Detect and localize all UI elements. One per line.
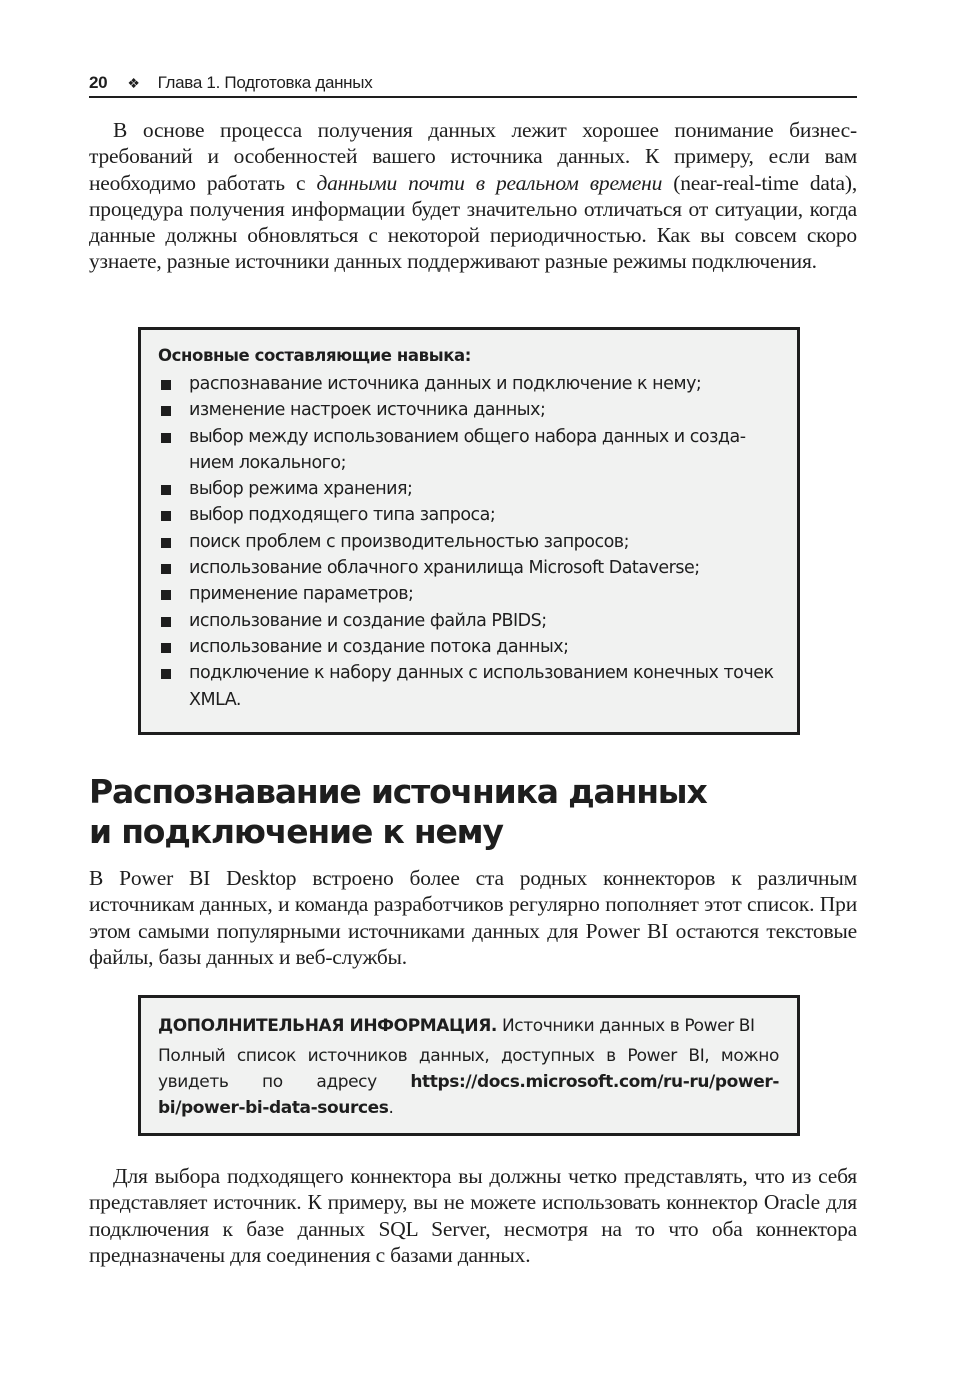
page-number: 20 (89, 73, 108, 92)
list-item: использование облачного хранилища Microsoft Dataverse; (158, 555, 779, 581)
info-box (138, 995, 800, 1136)
square-bullet-icon (161, 380, 171, 390)
square-bullet-icon (161, 406, 171, 416)
list-item: использование и создание потока данных; (158, 634, 779, 660)
list-item: распознавание источника данных и подключение к нему; (158, 371, 779, 397)
skills-box (138, 327, 800, 735)
intro-italic-term: данными почти в реальном времени (316, 170, 663, 195)
list-item: поиск проблем с производительностью запросов; (158, 529, 779, 555)
running-header (89, 70, 857, 98)
list-item: выбор режима хранения; (158, 476, 779, 502)
list-item: использование и создание файла PBIDS; (158, 608, 779, 634)
square-bullet-icon (161, 669, 171, 679)
intro-text-cont: (near-real-time data), процедура получения информации будет значительно отличаться от ситуации, когда данные должны обновляться с некоторой периодичностью. Как вы совсем скоро узнаете, разные источники данных поддерживают разные режимы подключения. (89, 170, 858, 274)
square-bullet-icon (161, 538, 171, 548)
info-box-label: ДОПОЛНИТЕЛЬНАЯ ИНФОРМАЦИЯ. (158, 1016, 497, 1036)
intro-text: В основе процесса получения данных лежит хорошее понимание бизнес-требований и особенностей вашего источника данных. К примеру, если вам необходимо работать с (89, 118, 857, 195)
square-bullet-icon (161, 590, 171, 600)
closing-paragraph: Для выбора подходящего коннектора вы должны четко представлять, что из себя представляет источник. К примеру, вы не можете использовать коннектор Oracle для подключения к базе данных SQL Server, несмотря на то что оба коннектора предназначены для соединения с базами данных. (89, 1164, 857, 1267)
square-bullet-icon (161, 511, 171, 521)
info-box-heading (158, 1013, 779, 1039)
square-bullet-icon (161, 643, 171, 653)
list-item: подключение к набору данных с использованием конечных точек XMLA. (158, 660, 779, 713)
docs-link[interactable]: https://docs.microsoft.com/ru-ru/power-bi/power-bi-data-sources (158, 1072, 779, 1118)
square-bullet-icon (161, 564, 171, 574)
ornament-icon: ❖ (127, 74, 140, 91)
section-heading: Распознавание источника данных и подключение к нему (89, 772, 707, 851)
square-bullet-icon (161, 617, 171, 627)
list-item: выбор подходящего типа запроса; (158, 502, 779, 528)
square-bullet-icon (161, 433, 171, 443)
info-box-title: Источники данных в Power BI (496, 1016, 755, 1036)
section-paragraph: В Power BI Desktop встроено более ста родных коннекторов к различным источникам данных, и команда разработчиков регулярно пополняет этот список. При этом самыми популярными источниками данных для Power BI остаются текстовые файлы, базы данных и веб-службы. (89, 866, 857, 969)
list-item: изменение настроек источника данных; (158, 397, 779, 423)
skills-list (158, 371, 779, 713)
chapter-title: Глава 1. Подготовка данных (157, 73, 373, 92)
list-item: выбор между использованием общего набора данных и созданием локального; (158, 424, 779, 477)
intro-paragraph (89, 117, 857, 275)
square-bullet-icon (161, 485, 171, 495)
list-item: применение параметров; (158, 581, 779, 607)
info-box-body: Полный список источников данных, доступных в Power BI, можно увидеть по адресу https://docs.microsoft.com/ru-ru/power-bi/power-bi-data-sources. (158, 1046, 779, 1118)
skills-box-title: Основные составляющие навыка: (158, 346, 471, 365)
